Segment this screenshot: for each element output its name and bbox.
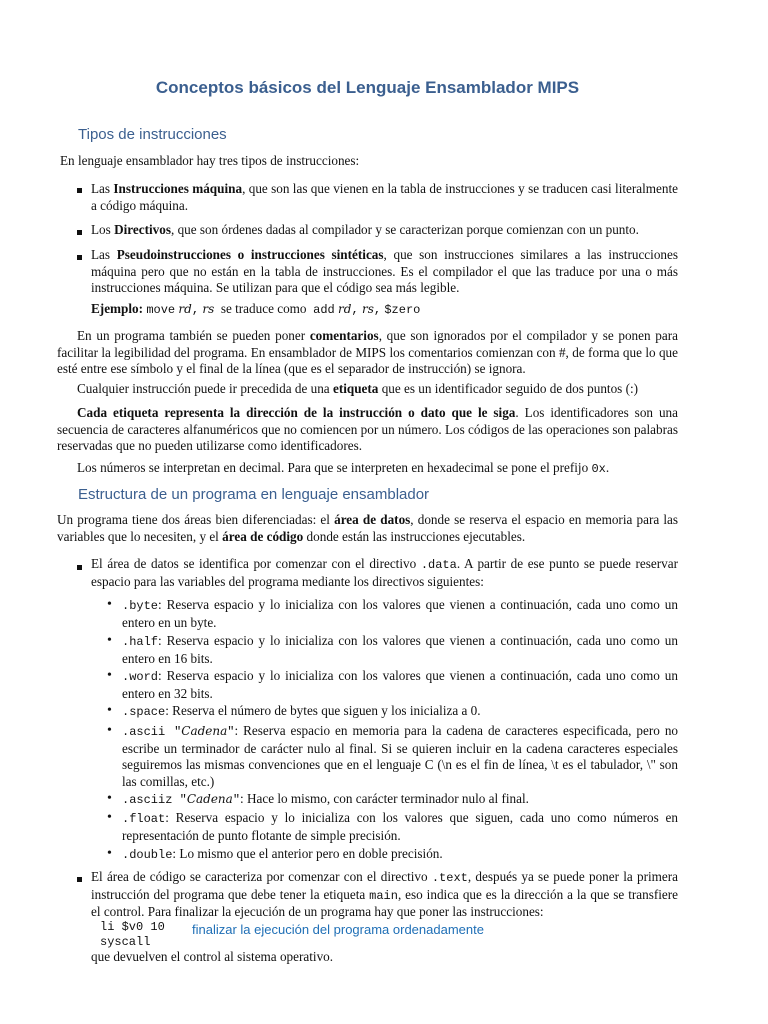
text: : Reserva el número de bytes que siguen y los inicializa a 0.	[165, 703, 481, 718]
section2-intro	[57, 512, 678, 545]
example-label: Ejemplo:	[91, 301, 144, 316]
code-quote: "	[227, 725, 235, 739]
code-line-syscall: syscall	[100, 935, 151, 949]
square-bullet-icon	[77, 188, 82, 193]
bold-term: área de código	[222, 528, 304, 544]
directive-double	[122, 846, 678, 864]
bold-term: etiqueta	[332, 381, 379, 396]
bold-term: Instrucciones máquina	[113, 181, 243, 196]
code-directive: .asciiz "	[122, 793, 187, 807]
dot-bullet-icon: •	[107, 703, 112, 718]
section1-intro: En lenguaje ensamblador hay tres tipos de instrucciones:	[60, 153, 360, 168]
code-line-li: li $v0 10	[100, 920, 165, 934]
italic-cadena: Cadena	[186, 792, 233, 806]
code-directive: .word	[122, 670, 159, 684]
bullet-instrucciones-maquina	[91, 181, 678, 214]
paragraph-numeros	[77, 460, 687, 478]
code-quote: "	[232, 793, 241, 807]
text: : Reserva espacio y lo inicializa con los valores que vienen a continuación, cada uno como un entero en 16 bits.	[122, 633, 678, 666]
bullet-directivos	[91, 222, 691, 239]
text: .	[605, 460, 610, 475]
italic-cadena: Cadena	[181, 724, 228, 738]
italic-rs: rs	[202, 302, 215, 316]
dot-bullet-icon: •	[107, 668, 112, 683]
code-main: main	[369, 888, 398, 903]
bold-term: comentarios	[309, 328, 379, 343]
text: , que son instrucciones similares a las instrucciones máquina pero que no están en la tabla de instrucciones. Es el compilador el que las traduce por una o más instrucciones máquina. Se utilizan para que el código sea más legible.	[91, 247, 678, 296]
code-move: move	[146, 303, 176, 317]
code-comma: ,	[373, 303, 382, 317]
code-directive: .space	[122, 705, 166, 719]
bold-term: área de datos	[334, 512, 411, 527]
code-directive: .ascii "	[122, 725, 182, 739]
code-directive: .byte	[122, 599, 159, 613]
text: : Reserva espacio y lo inicializa con los valores que vienen a continuación, cada uno como un entero en un byte.	[122, 597, 678, 630]
code-text: .text	[431, 871, 468, 885]
code-zero: $zero	[384, 303, 421, 317]
text: Las	[91, 181, 114, 196]
dot-bullet-icon: •	[107, 846, 112, 861]
text: : Reserva espacio en memoria para la cadena de caracteres especificada, pero no escribe un terminador de carácter nulo al final. Si se quieren incluir en la cadena caracteres especiales seguiremos las mismas convenciones que en el lenguaje C (\n es el fin de línea, \t es el tabulador, \" son las comillas, etc.)	[122, 723, 679, 789]
dot-bullet-icon: •	[107, 810, 112, 825]
paragraph-comentarios	[57, 328, 678, 378]
directive-ascii	[122, 723, 678, 790]
bullet-area-datos	[91, 556, 678, 590]
directive-asciiz	[122, 791, 678, 809]
bold-term: Pseudoinstrucciones o instrucciones sintéticas	[116, 247, 384, 262]
bold-term: Directivos	[114, 222, 171, 237]
dot-bullet-icon: •	[107, 723, 112, 738]
example-line	[91, 301, 420, 319]
directive-half	[122, 633, 678, 667]
code-directive: .half	[122, 635, 159, 649]
text: Los números se interpretan en decimal. Para que se interpreten en hexadecimal se pone el prefijo	[77, 460, 592, 475]
example-mid: se traduce como	[220, 301, 307, 316]
text: El área de datos se identifica por comenzar con el directivo	[91, 556, 421, 571]
code-add: add	[313, 303, 335, 317]
text: : Lo mismo que el anterior pero en doble precisión.	[172, 846, 443, 861]
text: donde están las instrucciones ejecutables.	[303, 528, 526, 544]
bullet-area-codigo	[91, 869, 678, 921]
section-heading-tipos: Tipos de instrucciones	[78, 126, 227, 143]
square-bullet-icon	[77, 255, 82, 260]
directive-float	[122, 810, 678, 844]
text: : Reserva espacio y lo inicializa con los valores que siguen, cada uno como números en representación de punto flotante de simple precisión.	[122, 810, 678, 843]
text: El área de código se caracteriza por comenzar con el directivo	[91, 869, 432, 884]
text: , eso indica que es la dirección a la que se transfiere el control. Para finalizar la ejecución de un programa hay que poner las instrucciones:	[91, 886, 678, 920]
text: , donde se reserva el espacio en memoria para las variables que lo necesiten, y el	[57, 512, 678, 544]
code-0x: 0x	[591, 462, 606, 476]
square-bullet-icon	[77, 877, 82, 882]
square-bullet-icon	[77, 565, 82, 570]
section-heading-estructura: Estructura de un programa en lenguaje ensamblador	[78, 486, 430, 503]
code-data: .data	[420, 558, 457, 572]
bold-term: Cada etiqueta representa la dirección de la instrucción o dato que le siga	[77, 405, 516, 420]
directive-word	[122, 668, 678, 702]
italic-rd: rd	[178, 302, 192, 316]
directive-byte	[122, 597, 678, 631]
page-title: Conceptos básicos del Lenguaje Ensamblador MIPS	[155, 78, 580, 97]
code-comma: ,	[191, 303, 200, 317]
italic-rs: rs	[361, 302, 374, 316]
closing-line: que devuelven el control al sistema operativo.	[91, 949, 334, 964]
dot-bullet-icon: •	[107, 633, 112, 648]
code-directive: .float	[122, 812, 166, 826]
text: , que son órdenes dadas al compilador y se caracterizan porque comienzan con un punto.	[170, 222, 639, 237]
text: , que son ignorados por el compilador y se ponen para facilitar la legibilidad del programa. En ensamblador de MIPS los comentarios comienzan con #, de forma que lo que esté entre ese símbolo y el final de la línea (que es el separador de instrucción) se ignora.	[57, 328, 678, 377]
text: que es un identificador seguido de dos puntos (:)	[378, 381, 639, 396]
text: , después ya se puede poner la primera instrucción del programa que debe tener la etiqueta	[91, 869, 678, 902]
text: : Hace lo mismo, con carácter terminador nulo al final.	[240, 791, 529, 806]
directive-space	[122, 703, 678, 721]
text: , que son las que vienen en la tabla de instrucciones y se traducen casi literalmente a código máquina.	[91, 181, 679, 213]
text: : Reserva espacio y lo inicializa con los valores que vienen a continuación, cada uno como un entero en 32 bits.	[122, 668, 678, 701]
dot-bullet-icon: •	[107, 791, 112, 806]
text: Cualquier instrucción puede ir precedida de una	[77, 381, 333, 396]
paragraph-etiqueta	[77, 381, 687, 398]
text: . Los identificadores son una secuencia de caracteres alfanuméricos que no comiencen por un número. Los códigos de las operaciones son palabras reservadas que no pueden utilizarse como identificadores.	[57, 405, 678, 454]
dot-bullet-icon: •	[107, 597, 112, 612]
paragraph-identificadores	[57, 405, 678, 455]
code-comma: ,	[351, 303, 359, 317]
text: Los	[91, 222, 115, 237]
italic-rd: rd	[338, 302, 352, 316]
annotation-note: finalizar la ejecución del programa ordenadamente	[192, 922, 484, 937]
text: . A partir de ese punto se puede reservar espacio para las variables del programa mediante los directivos siguientes:	[91, 556, 678, 589]
text: Las	[91, 247, 117, 262]
code-directive: .double	[122, 848, 173, 862]
bullet-pseudoinstrucciones	[91, 247, 678, 297]
square-bullet-icon	[77, 230, 82, 235]
text: Un programa tiene dos áreas bien diferenciadas: el	[57, 512, 335, 527]
text: En un programa también se pueden poner	[77, 328, 310, 343]
